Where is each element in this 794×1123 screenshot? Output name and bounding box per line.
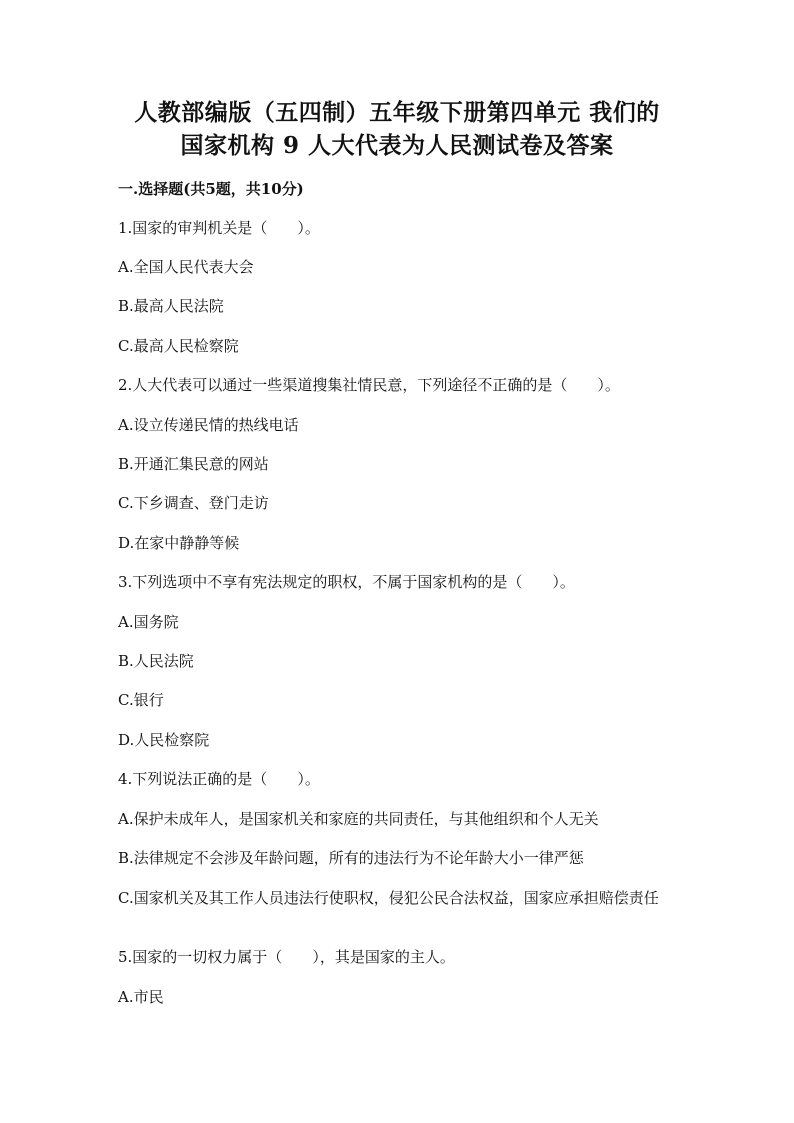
question-stem: 3.下列选项中不享有宪法规定的职权，不属于国家机构的是（ ）。 bbox=[118, 573, 575, 591]
question-stem: 4.下列说法正确的是（ ）。 bbox=[118, 770, 320, 788]
question-stem: 2.人大代表可以通过一些渠道搜集社情民意，下列途径不正确的是（ ）。 bbox=[118, 376, 620, 394]
section-heading: 一.选择题(共5题，共10分) bbox=[118, 180, 304, 198]
title-line-1: 人教部编版（五四制）五年级下册第四单元 我们的 bbox=[134, 99, 660, 126]
option-item: A.设立传递民情的热线电话 bbox=[118, 416, 299, 434]
document-title bbox=[0, 96, 794, 162]
option-item: C.国家机关及其工作人员违法行使职权，侵犯公民合法权益，国家应承担赔偿责任 bbox=[118, 889, 659, 907]
option-item: B.人民法院 bbox=[118, 652, 194, 670]
question-stem: 1.国家的审判机关是（ ）。 bbox=[118, 219, 320, 237]
option-item: B.最高人民法院 bbox=[118, 297, 224, 315]
option-item: A.保护未成年人，是国家机关和家庭的共同责任，与其他组织和个人无关 bbox=[118, 810, 599, 828]
question-stem: 5.国家的一切权力属于（ ），其是国家的主人。 bbox=[118, 948, 455, 966]
option-item: A.全国人民代表大会 bbox=[118, 258, 254, 276]
option-item: C.银行 bbox=[118, 691, 164, 709]
title-line-2: 国家机构 9 人大代表为人民测试卷及答案 bbox=[180, 132, 614, 159]
option-item: A.国务院 bbox=[118, 613, 179, 631]
option-item: B.法律规定不会涉及年龄问题，所有的违法行为不论年龄大小一律严惩 bbox=[118, 849, 584, 867]
option-item: B.开通汇集民意的网站 bbox=[118, 455, 269, 473]
option-item: D.在家中静静等候 bbox=[118, 534, 240, 552]
option-item: D.人民检察院 bbox=[118, 731, 210, 749]
option-item: C.最高人民检察院 bbox=[118, 337, 239, 355]
option-item: C.下乡调查、登门走访 bbox=[118, 494, 269, 512]
option-item: A.市民 bbox=[118, 988, 164, 1006]
